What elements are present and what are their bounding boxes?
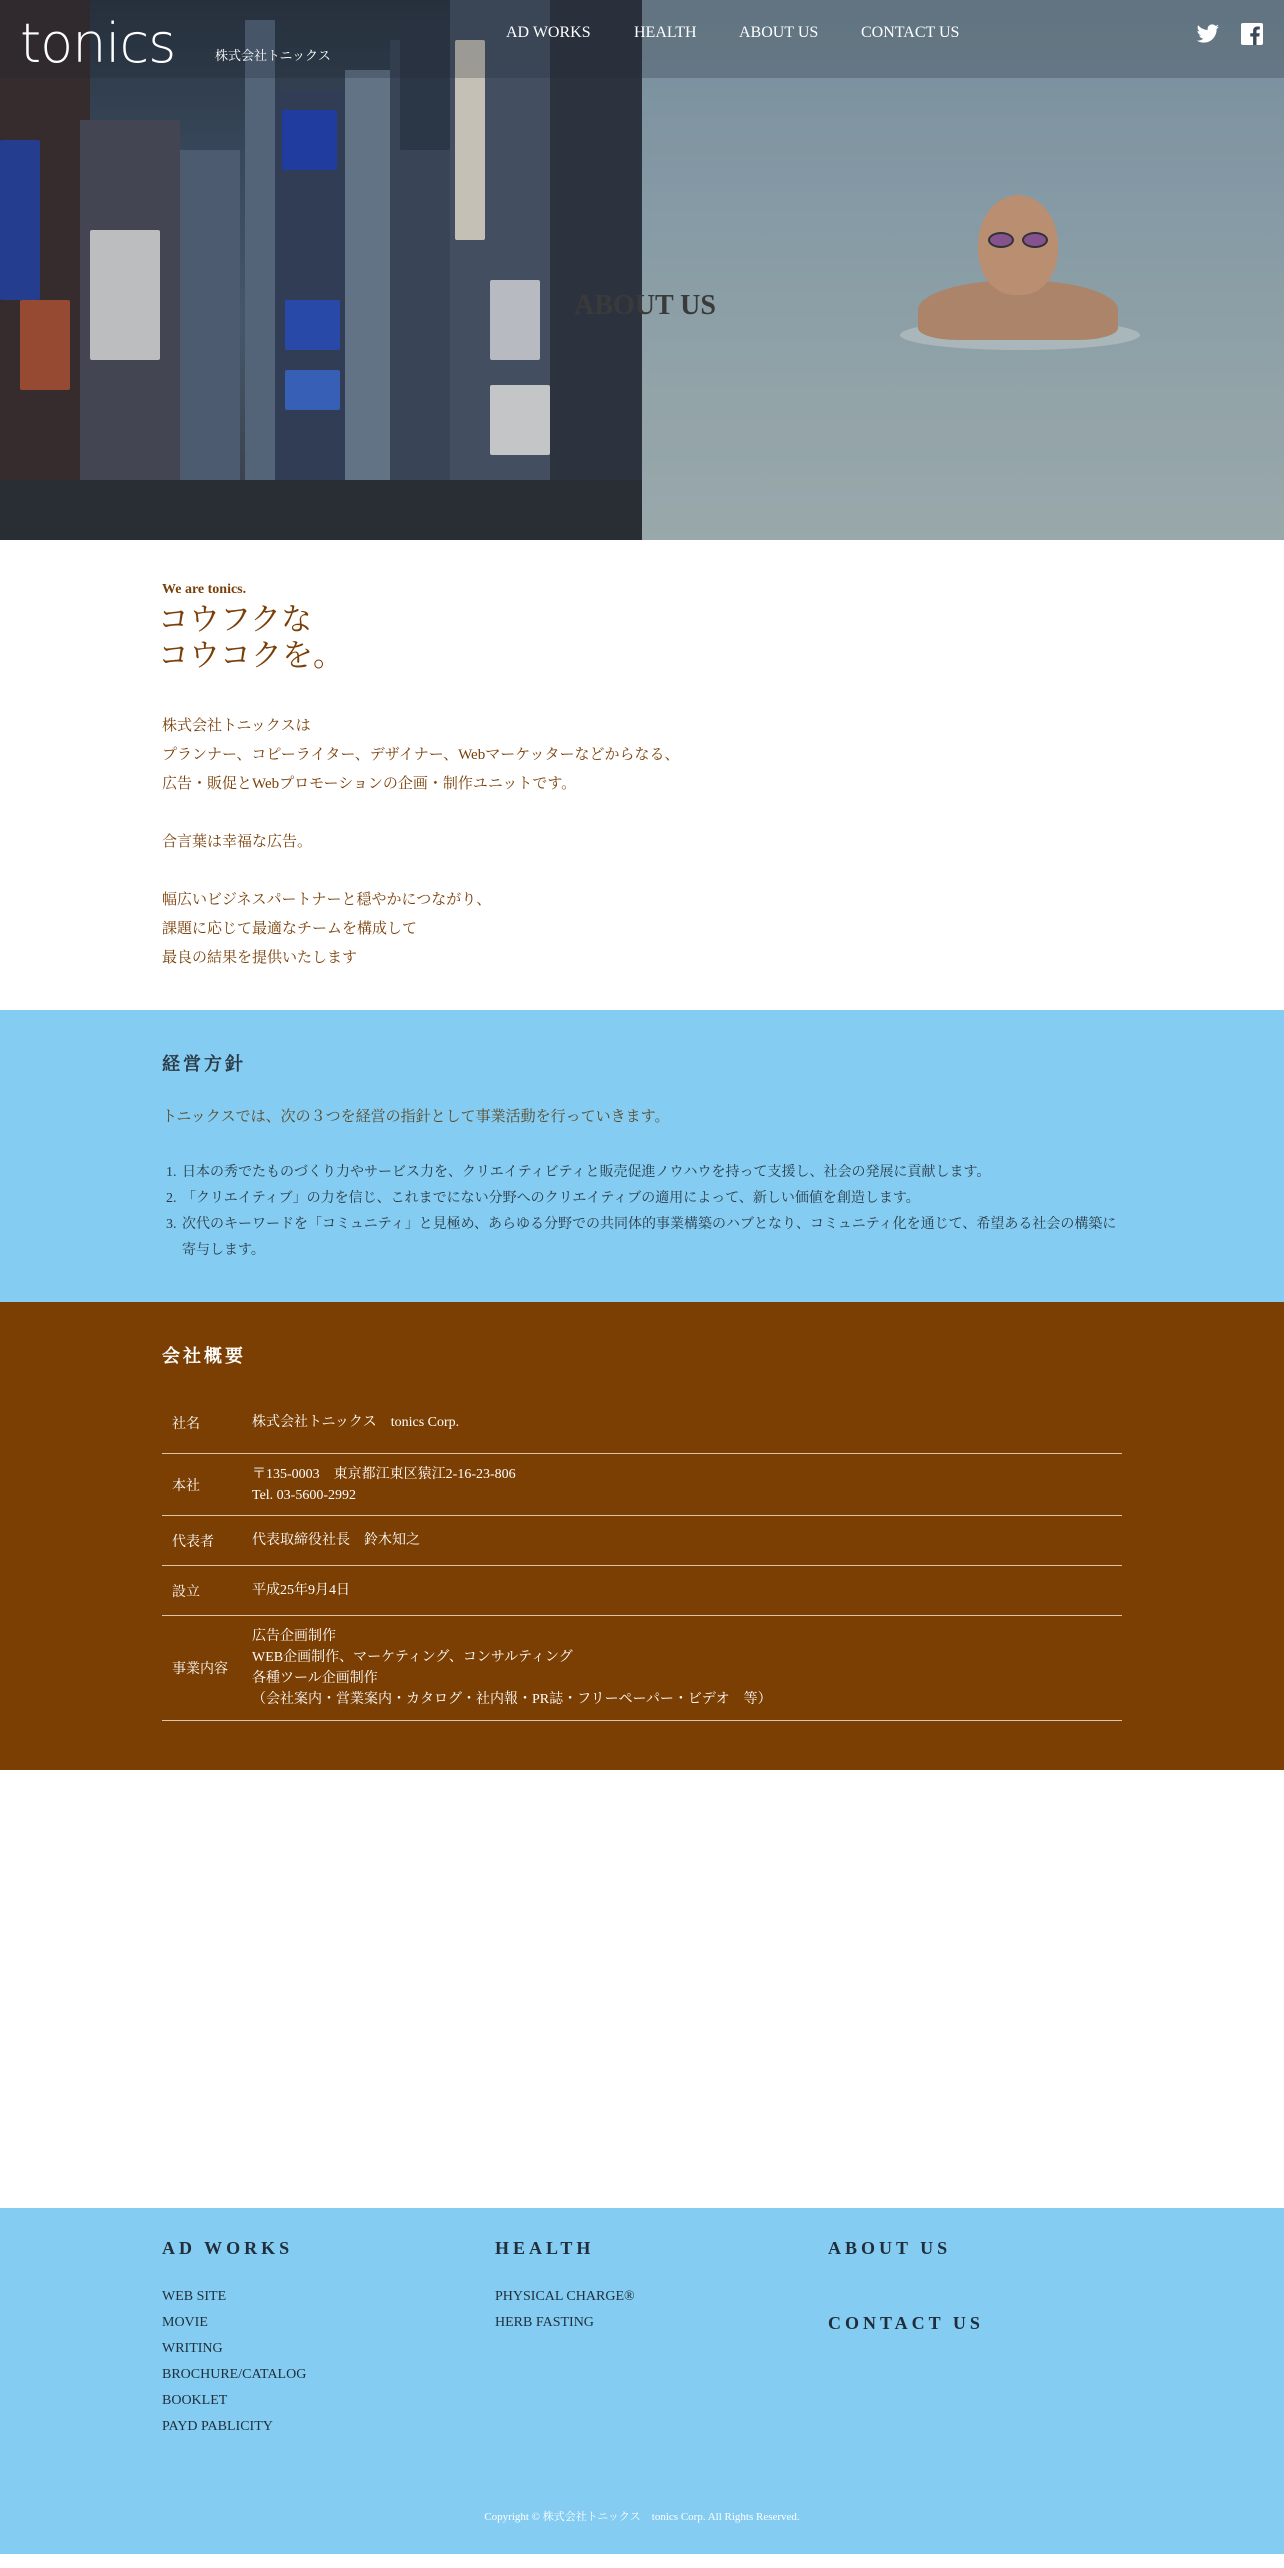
- company-title: 会社概要: [162, 1346, 246, 1366]
- logo-subtitle: 株式会社トニックス: [215, 49, 331, 64]
- row-value: [252, 1626, 1122, 1710]
- intro-paragraph: [162, 886, 862, 973]
- footer-column-about: [828, 2238, 984, 2334]
- footer-link-movie[interactable]: MOVIE: [162, 2315, 208, 2330]
- footer-links: [162, 2284, 306, 2440]
- nav-health[interactable]: HEALTH: [634, 24, 697, 41]
- row-label: 事業内容: [172, 1662, 228, 1677]
- row-label: 代表者: [172, 1534, 214, 1550]
- nav-ad-works[interactable]: AD WORKS: [506, 24, 591, 41]
- table-row: [162, 1616, 1122, 1721]
- intro-line: プランナー、コピーライター、デザイナー、Webマーケッターなどからなる、: [162, 747, 680, 763]
- row-value: [252, 1412, 1122, 1433]
- logo[interactable]: tonics: [20, 12, 176, 75]
- intro-line: 最良の結果を提供いたします: [162, 950, 358, 966]
- row-value-line: 各種ツール企画制作: [252, 1671, 378, 1686]
- intro-paragraph: [162, 712, 862, 799]
- table-row: [162, 1454, 1122, 1516]
- policy-item: 1. 日本の秀でたものづくり力やサービス力を、クリエイティビティと販売促進ノウハウを持って支援し、社会の発展に貢献します。: [166, 1165, 991, 1180]
- intro-line: 広告・販促とWebプロモーションの企画・制作ユニットです。: [162, 776, 577, 792]
- footer-link-brochure[interactable]: BROCHURE/CATALOG: [162, 2367, 307, 2382]
- intro-line: 合言葉は幸福な広告。: [162, 834, 313, 850]
- policy-list: [162, 1160, 1122, 1264]
- row-value: [252, 1464, 1122, 1506]
- row-value: [252, 1530, 1122, 1551]
- intro-kicker: We are tonics.: [162, 582, 247, 597]
- policy-item: 2. 「クリエイティブ」の力を信じ、これまでにない分野へのクリエイティブの適用によって、新しい価値を創造します。: [166, 1191, 920, 1206]
- row-label: 社名: [172, 1416, 200, 1432]
- row-label: 設立: [172, 1584, 200, 1600]
- intro-heading-line: コウフクな: [158, 602, 313, 638]
- footer-link-booklet[interactable]: BOOKLET: [162, 2393, 228, 2408]
- footer-heading-contact-us[interactable]: CONTACT US: [828, 2313, 984, 2333]
- footer-link-web-site[interactable]: WEB SITE: [162, 2289, 227, 2304]
- row-value-line: （会社案内・営業案内・カタログ・社内報・PR誌・フリーペーパー・ビデオ 等）: [252, 1692, 772, 1707]
- policy-item-text: 次代のキーワードを「コミュニティ」と見極め、あらゆる分野での共同体的事業構築のハブとなり、コミュニティ化を通じて、希望ある社会の構築に寄与します。: [182, 1217, 1117, 1258]
- policy-lead: トニックスでは、次の３つを経営の指針として事業活動を行っていきます。: [162, 1109, 670, 1125]
- intro-line: 株式会社トニックスは: [162, 718, 311, 734]
- policy-title: 経営方針: [162, 1054, 246, 1074]
- row-value-line: WEB企画制作、マーケティング、コンサルティング: [252, 1650, 573, 1665]
- intro-paragraph: [162, 828, 862, 857]
- footer-links: [495, 2284, 635, 2336]
- policy-section: [0, 1010, 1284, 1302]
- row-value-line: 平成25年9月4日: [252, 1583, 350, 1598]
- company-section: [0, 1302, 1284, 1770]
- intro-section: [0, 540, 1284, 1010]
- policy-item-text: 「クリエイティブ」の力を信じ、これまでにない分野へのクリエイティブの適用によって、新しい価値を創造します。: [182, 1191, 920, 1206]
- row-value-line: 〒135-0003 東京都江東区猿江2-16-23-806: [252, 1466, 516, 1482]
- policy-item-text: 日本の秀でたものづくり力やサービス力を、クリエイティビティと販売促進ノウハウを持って支援し、社会の発展に貢献します。: [182, 1165, 991, 1180]
- copyright: Copyright © 株式会社トニックス tonics Corp. All Rights Reserved.: [484, 2511, 800, 2523]
- row-value: [252, 1580, 1122, 1601]
- row-value-line: Tel. 03-5600-2992: [252, 1487, 357, 1503]
- intro-heading: [158, 602, 344, 674]
- nav-contact-us[interactable]: CONTACT US: [861, 24, 960, 41]
- row-value-line: 広告企画制作: [252, 1629, 336, 1644]
- footer-heading-about-us[interactable]: ABOUT US: [828, 2238, 952, 2258]
- footer-column-ad-works: [162, 2238, 306, 2440]
- footer-link-herb-fasting[interactable]: HERB FASTING: [495, 2315, 594, 2330]
- hero-overlay: [0, 0, 1284, 540]
- footer-link-writing[interactable]: WRITING: [162, 2341, 223, 2356]
- footer-heading-ad-works[interactable]: AD WORKS: [162, 2238, 294, 2258]
- row-label: 本社: [172, 1478, 200, 1494]
- intro-heading-line: コウコクを。: [158, 638, 344, 674]
- intro-line: 課題に応じて最適なチームを構成して: [162, 921, 418, 937]
- nav-about-us[interactable]: ABOUT US: [739, 24, 819, 41]
- footer-link-physical-charge[interactable]: PHYSICAL CHARGE®: [495, 2289, 635, 2304]
- footer-column-health: [495, 2238, 635, 2336]
- table-row: [162, 1566, 1122, 1616]
- table-row: [162, 1392, 1122, 1454]
- intro-line: 幅広いビジネスパートナーと穏やかにつながり、: [162, 892, 492, 908]
- hero-banner: [0, 0, 1284, 540]
- row-value-line: 株式会社トニックス tonics Corp.: [252, 1415, 460, 1430]
- twitter-icon[interactable]: [1196, 22, 1220, 46]
- policy-item: 3. 次代のキーワードを「コミュニティ」と見極め、あらゆる分野での共同体的事業構築のハブとなり、コミュニティ化を通じて、希望ある社会の構築に寄与します。: [166, 1217, 1117, 1258]
- footer-heading-health[interactable]: HEALTH: [495, 2238, 595, 2258]
- footer-link-payd-pablicity[interactable]: PAYD PABLICITY: [162, 2419, 273, 2434]
- site-footer: [0, 2208, 1284, 2554]
- hero-title: ABOUT US: [574, 290, 716, 321]
- company-table: [162, 1392, 1122, 1721]
- intro-body: [162, 712, 862, 1002]
- facebook-icon[interactable]: [1240, 22, 1264, 46]
- table-row: [162, 1516, 1122, 1566]
- row-value-line: 代表取締役社長 鈴木知之: [252, 1533, 420, 1548]
